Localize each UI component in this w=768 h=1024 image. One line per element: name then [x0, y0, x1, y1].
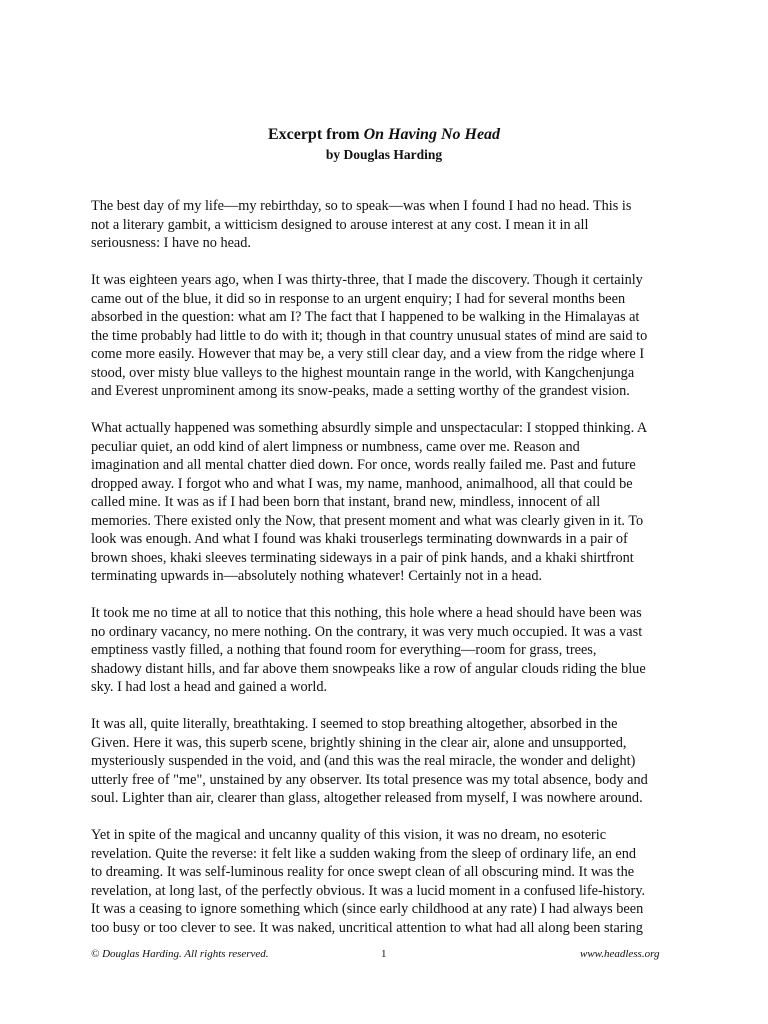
text-line: Yet in spite of the magical and uncanny quality of this vision, it was no dream, no esoteric: [91, 827, 607, 843]
text-line: It took me no time at all to notice that this nothing, this hole where a head should have been was: [91, 605, 642, 621]
text-line: emptiness vastly filled, a nothing that found room for everything—room for grass, trees,: [91, 642, 597, 658]
text-line: terminating upwards in—absolutely nothing whatever! Certainly not in a head.: [91, 568, 543, 584]
paragraph-2: [91, 271, 691, 401]
text-line: memories. There existed only the Now, that present moment and what was clearly given in it. To: [91, 512, 644, 529]
paragraph-1: [91, 197, 691, 253]
text-line: no ordinary vacancy, no mere nothing. On the contrary, it was very much occupied. It was a vast: [91, 623, 643, 640]
paragraph-4: [91, 604, 691, 697]
text-line: come more easily. However that may be, a very still clear day, and a view from the ridge where I: [91, 346, 645, 362]
text-line: came out of the blue, it did so in response to an urgent enquiry; I had for several months been: [91, 290, 626, 307]
document-body: [91, 197, 691, 956]
text-line: What actually happened was something absurdly simple and unspectacular: I stopped thinking. A: [91, 420, 648, 436]
text-line: soul. Lighter than air, clearer than glass, altogether released from myself, I was nowhere around.: [91, 790, 643, 806]
text-line: called mine. It was as if I had been born that instant, brand new, mindless, innocent of all: [91, 494, 601, 510]
text-line: Given. Here it was, this superb scene, brightly shining in the clear air, alone and unsupported,: [91, 734, 627, 751]
text-line: seriousness: I have no head.: [91, 235, 252, 251]
author-byline: by Douglas Harding: [325, 147, 443, 162]
text-line: imagination and all mental chatter died down. For once, words really failed me. Past and future: [91, 457, 636, 473]
paragraph-6: [91, 826, 691, 937]
book-title: On Having No Head: [363, 126, 501, 143]
text-line: look was enough. And what I found was khaki trouserlegs terminating downwards in a pair of: [91, 531, 628, 547]
text-line: utterly free of "me", unstained by any observer. Its total presence was my total absence, body and: [91, 771, 648, 788]
text-line: It was all, quite literally, breathtaking. I seemed to stop breathing altogether, absorbed in the: [91, 716, 618, 732]
text-line: The best day of my life—my rebirthday, so to speak—was when I found I had no head. This is: [91, 198, 632, 214]
footer-website: www.headless.org: [580, 948, 660, 960]
document-title: [0, 125, 768, 145]
text-line: absorbed in the question: what am I? The fact that I happened to be walking in the Himalayas at: [91, 309, 640, 325]
text-line: revelation. Quite the reverse: it felt like a sudden waking from the sleep of ordinary life, an end: [91, 845, 637, 862]
text-line: It was a ceasing to ignore something which (since early childhood at any rate) I had always been: [91, 901, 644, 917]
page-number: 1: [381, 948, 387, 960]
paragraph-5: [91, 715, 691, 808]
paragraph-3: [91, 419, 691, 586]
text-line: and Everest unprominent among its snow-peaks, made a setting worthy of the grandest vision.: [91, 383, 630, 399]
title-prefix: Excerpt from: [267, 126, 364, 143]
text-line: dropped away. I forgot who and what I was, my name, manhood, animalhood, all that could be: [91, 475, 633, 492]
text-line: It was eighteen years ago, when I was thirty-three, that I made the discovery. Though it certainly: [91, 272, 643, 288]
text-line: not a literary gambit, a witticism designed to arouse interest at any cost. I mean it in all: [91, 216, 589, 233]
text-line: revelation, at long last, of the perfectly obvious. It was a lucid moment in a confused life-history.: [91, 882, 646, 899]
text-line: brown shoes, khaki sleeves terminating sideways in a pair of pink hands, and a khaki shirtfront: [91, 549, 634, 566]
text-line: peculiar quiet, an odd kind of alert limpness or numbness, came over me. Reason and: [91, 438, 580, 455]
text-line: shadowy distant hills, and far above them snowpeaks like a row of angular clouds riding the blue: [91, 660, 646, 677]
text-line: to dreaming. It was self-luminous reality for once swept clean of all obscuring mind. It was the: [91, 864, 635, 880]
text-line: too busy or too clever to see. It was naked, uncritical attention to what had all along been staring: [91, 919, 643, 936]
text-line: the time probably had little to do with it; though in that country unusual states of mind are said to: [91, 327, 648, 344]
text-line: mysteriously suspended in the void, and (and this was the real miracle, the wonder and delight): [91, 753, 636, 769]
text-line: stood, over misty blue valleys to the highest mountain range in the world, with Kangchenjunga: [91, 364, 635, 381]
footer-copyright: © Douglas Harding. All rights reserved.: [91, 948, 269, 960]
text-line: sky. I had lost a head and gained a world.: [91, 679, 328, 695]
